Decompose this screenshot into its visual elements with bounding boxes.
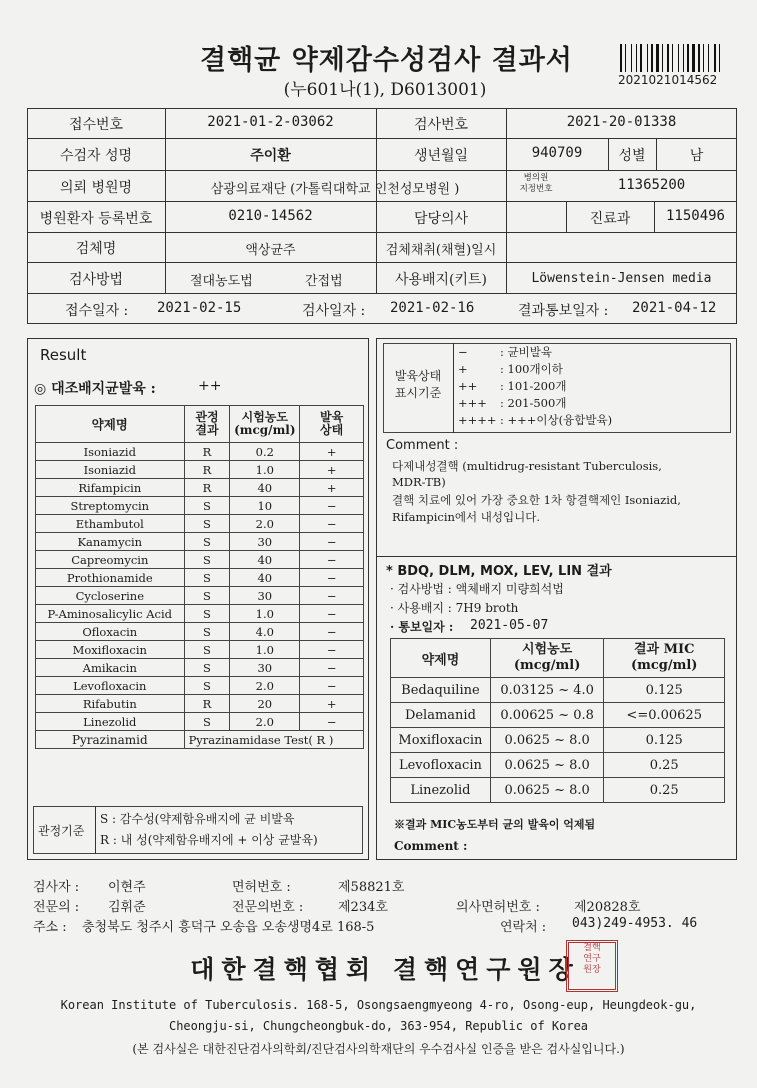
specialist-label: 전문의 :: [33, 900, 80, 915]
criteria-label: 관정기준: [38, 824, 85, 838]
judge-result: R: [184, 479, 230, 497]
growth-status: −: [300, 551, 364, 569]
medium-value: Löwenstein-Jensen media: [531, 271, 712, 286]
mic-value: 0.25: [604, 778, 725, 803]
drug-name: Ofloxacin: [36, 623, 185, 641]
test-conc: 40: [230, 551, 300, 569]
mic-drug-name: Linezolid: [391, 778, 491, 803]
mic-drug-name: Delamanid: [391, 703, 491, 728]
license-label: 면허번호 :: [232, 880, 291, 895]
table-row: [36, 641, 364, 659]
legend-symbol: ++: [458, 379, 478, 393]
hospital-label: 의뢰 병원명: [59, 180, 133, 196]
doc-license-label: 의사면허번호 :: [456, 900, 540, 915]
legend-item: [458, 361, 728, 378]
patient-name: 주이환: [250, 148, 291, 164]
judge-result: S: [184, 605, 230, 623]
growth-legend-items: [458, 344, 728, 429]
sex-value: 남: [689, 148, 704, 164]
table-row: [391, 728, 725, 753]
doc-license-no: 제20828호: [574, 900, 641, 915]
test-conc: 30: [230, 659, 300, 677]
legend-item: [458, 412, 728, 429]
test-conc: 40: [230, 569, 300, 587]
table-row: [36, 569, 364, 587]
reg-no: 0210-14562: [228, 208, 313, 224]
drug-name: Ethambutol: [36, 515, 185, 533]
patient-name-label: 수검자 성명: [59, 148, 133, 164]
judge-result: S: [184, 659, 230, 677]
address: 충청북도 청주시 흥덕구 오송읍 오송생명4로 168-5: [82, 920, 375, 935]
table-row: [391, 703, 725, 728]
medium-label: 사용배지(키트): [394, 272, 488, 288]
contact-label: 연락처 :: [500, 920, 547, 935]
test-conc: 2.0: [230, 677, 300, 695]
certification-note: (본 검사실은 대한진단검사의학회/진단검사의학재단의 우수검사실 인증을 받은 검사실입니다.): [132, 1042, 625, 1056]
test-conc: 40: [230, 479, 300, 497]
criteria-s: S : 감수성(약제함유배지에 균 비발육: [100, 812, 295, 826]
collect-label: 검체채취(채혈)일시: [385, 243, 497, 258]
specimen-label: 검체명: [75, 241, 117, 257]
legend-item: [458, 395, 728, 412]
mic-drug-name: Bedaquiline: [391, 678, 491, 703]
result-heading: Result: [40, 346, 87, 364]
table-row: [391, 678, 725, 703]
comment-line: 다제내성결핵 (multidrug-resistant Tuberculosis,: [392, 459, 662, 473]
test-conc: 10: [230, 497, 300, 515]
drug-name: Rifampicin: [36, 479, 185, 497]
mic-table: [390, 638, 725, 803]
method-label: 검사방법: [68, 272, 124, 288]
table-row: [36, 533, 364, 551]
comment-label: Comment :: [386, 438, 459, 453]
table-row: [36, 605, 364, 623]
judge-result: S: [184, 551, 230, 569]
table-row: [36, 713, 364, 731]
doctor-label: 담당의사: [413, 211, 469, 227]
test-conc: 20: [230, 695, 300, 713]
growth-status: −: [300, 533, 364, 551]
legend-symbol: ++++: [458, 413, 497, 427]
comment-line: 결핵 치료에 있어 가장 중요한 1차 항결핵제인 Isoniazid,: [392, 493, 681, 507]
test-date-label: 검사일자 :: [302, 303, 366, 319]
recv-date-label: 접수일자 :: [65, 303, 129, 319]
legend-desc: : 101-200개: [500, 379, 567, 393]
contact: 043)249-4953. 46: [572, 916, 698, 931]
drug-name: Isoniazid: [36, 443, 185, 461]
specialist-name: 김휘준: [108, 900, 146, 915]
legend-desc: : 201-500개: [500, 396, 567, 410]
growth-status: −: [300, 659, 364, 677]
col-conc: 시험농도 (mcg/ml): [230, 406, 300, 443]
growth-status: −: [300, 713, 364, 731]
test-conc: 1.0: [230, 605, 300, 623]
legend-symbol: +: [458, 362, 468, 376]
drug-name: Prothionamide: [36, 569, 185, 587]
drug-susceptibility-table: [35, 405, 364, 749]
drug-name: Linezolid: [36, 713, 185, 731]
hospital-code: 11365200: [617, 177, 686, 193]
examiner-name: 이현주: [108, 880, 146, 895]
barcode: [620, 44, 728, 72]
col-judge: 관정 결과: [184, 406, 230, 443]
license-no: 제58821호: [338, 880, 405, 895]
test-conc: 4.0: [230, 623, 300, 641]
growth-status: −: [300, 515, 364, 533]
hospital-name: 삼광의료재단 (가톨릭대학교 인천성모병원 ): [210, 182, 460, 197]
birth-label: 생년월일: [413, 148, 469, 164]
drug-name: Amikacin: [36, 659, 185, 677]
drug-name: Moxifloxacin: [36, 641, 185, 659]
growth-status: +: [300, 695, 364, 713]
drug-name: P-Aminosalicylic Acid: [36, 605, 185, 623]
mic-notice-date: 2021-05-07: [470, 618, 549, 633]
test-conc: 2.0: [230, 515, 300, 533]
table-row: [36, 677, 364, 695]
drug-name: Kanamycin: [36, 533, 185, 551]
english-address-1: Korean Institute of Tuberculosis. 168-5, Osongsaengmyeong 4-ro, Osong-eup, Heungdeok-gu,: [60, 998, 697, 1012]
judge-result: S: [184, 641, 230, 659]
table-row: [36, 497, 364, 515]
table-row: [36, 659, 364, 677]
spec-license-no: 제234호: [338, 900, 388, 915]
mic-col-result: 결과 MIC (mcg/ml): [604, 639, 725, 678]
test-date: 2021-02-16: [390, 300, 475, 316]
mic-value: <=0.00625: [604, 703, 725, 728]
legend-desc: : 균비발육: [500, 345, 552, 359]
growth-status: +: [300, 461, 364, 479]
birth-date: 940709: [531, 145, 583, 161]
judge-result: R: [184, 695, 230, 713]
judge-result: R: [184, 461, 230, 479]
legend-item: [458, 378, 728, 395]
examiner-label: 검사자 :: [33, 880, 80, 895]
receipt-no: 2021-01-2-03062: [207, 114, 334, 130]
table-row: [391, 778, 725, 803]
judge-result: S: [184, 533, 230, 551]
pza-result: Pyrazinamidase Test( R ): [184, 731, 363, 749]
dept-value: 1150496: [665, 208, 725, 224]
growth-status: −: [300, 605, 364, 623]
test-conc: 30: [230, 533, 300, 551]
judge-result: S: [184, 515, 230, 533]
judge-result: R: [184, 443, 230, 461]
growth-status: +: [300, 479, 364, 497]
org-name: 대한결핵협회 결핵연구원장: [190, 955, 580, 984]
mic-col-drug: 약제명: [391, 639, 491, 678]
hospital-code-label: 병의원 지정번호: [519, 173, 553, 194]
mic-value: 0.125: [604, 678, 725, 703]
test-no-label: 검사번호: [413, 117, 469, 133]
growth-status: −: [300, 569, 364, 587]
test-conc: 1.0: [230, 461, 300, 479]
mic-range: 0.03125 ~ 4.0: [490, 678, 604, 703]
test-conc: 2.0: [230, 713, 300, 731]
mic-drug-name: Moxifloxacin: [391, 728, 491, 753]
mic-heading: * BDQ, DLM, MOX, LEV, LIN 결과: [386, 564, 612, 579]
col-growth: 발육 상태: [300, 406, 364, 443]
table-row: [391, 753, 725, 778]
mic-notice-label: · 통보일자 :: [390, 620, 454, 634]
spec-license-label: 전문의번호 :: [232, 900, 304, 915]
page-title: 결핵균 약제감수성검사 결과서: [200, 45, 573, 76]
table-row: [36, 461, 364, 479]
drug-name: Isoniazid: [36, 461, 185, 479]
table-row: [36, 587, 364, 605]
drug-name: Streptomycin: [36, 497, 185, 515]
mic-range: 0.0625 ~ 8.0: [490, 753, 604, 778]
drug-name: Capreomycin: [36, 551, 185, 569]
criteria-r: R : 내 성(약제함유배지에 + 이상 균발육): [100, 833, 318, 847]
comment-line: MDR-TB): [392, 475, 446, 489]
method-absolute: 절대농도법: [190, 274, 253, 289]
test-conc: 1.0: [230, 641, 300, 659]
report-date-label: 결과통보일자 :: [518, 303, 609, 319]
drug-name: Cycloserine: [36, 587, 185, 605]
judge-result: S: [184, 713, 230, 731]
mic-value: 0.25: [604, 753, 725, 778]
table-row: [36, 479, 364, 497]
mic-drug-name: Levofloxacin: [391, 753, 491, 778]
test-conc: 0.2: [230, 443, 300, 461]
english-address-2: Cheongju-si, Chungcheongbuk-do, 363-954, Republic of Korea: [168, 1019, 589, 1033]
mic-footnote: ※결과 MIC농도부터 균의 발육이 억제됨: [394, 818, 596, 831]
col-drug: 약제명: [36, 406, 185, 443]
mic-method: · 검사방법 : 액체배지 미량희석법: [390, 582, 564, 596]
judge-result: S: [184, 623, 230, 641]
table-row: [36, 551, 364, 569]
specimen-value: 액상균주: [245, 243, 296, 258]
legend-desc: : 100개이하: [500, 362, 563, 376]
method-indirect: 간접법: [305, 274, 343, 289]
growth-status: −: [300, 587, 364, 605]
growth-status: −: [300, 677, 364, 695]
mic-medium: · 사용배지 : 7H9 broth: [390, 601, 519, 615]
test-conc: 30: [230, 587, 300, 605]
mic-range: 0.00625 ~ 0.8: [490, 703, 604, 728]
dept-label: 진료과: [589, 211, 631, 227]
table-row: [36, 623, 364, 641]
growth-status: −: [300, 623, 364, 641]
growth-status: +: [300, 443, 364, 461]
legend-desc: : +++이상(융합발육): [500, 413, 613, 427]
mic-comment-label: Comment :: [394, 839, 468, 853]
mic-range: 0.0625 ~ 8.0: [490, 778, 604, 803]
judge-result: S: [184, 587, 230, 605]
sex-label: 성별: [618, 148, 646, 164]
legend-item: [458, 344, 728, 361]
reg-no-label: 병원환자 등록번호: [39, 211, 153, 227]
page-subtitle: (누601나(1), D6013001): [283, 80, 487, 100]
report-date: 2021-04-12: [632, 300, 717, 316]
comment-text: [392, 458, 732, 526]
pza-drug: Pyrazinamid: [36, 731, 185, 749]
mic-range: 0.0625 ~ 8.0: [490, 728, 604, 753]
judge-result: S: [184, 677, 230, 695]
legend-symbol: −: [458, 345, 468, 359]
judge-result: S: [184, 569, 230, 587]
drug-name: Levofloxacin: [36, 677, 185, 695]
control-growth-value: ++: [198, 378, 222, 394]
drug-name: Rifabutin: [36, 695, 185, 713]
test-no: 2021-20-01338: [566, 114, 677, 130]
judge-result: S: [184, 497, 230, 515]
recv-date: 2021-02-15: [157, 300, 242, 316]
control-growth-label: ◎ 대조배지균발육 :: [34, 381, 156, 397]
mic-col-conc: 시험농도 (mcg/ml): [490, 639, 604, 678]
table-row: [36, 695, 364, 713]
comment-line: Rifampicin에서 내성입니다.: [392, 510, 540, 524]
growth-status: −: [300, 641, 364, 659]
address-label: 주소 :: [33, 920, 67, 935]
receipt-no-label: 접수번호: [68, 117, 124, 133]
official-seal-stamp: 결핵 연구 원장: [566, 940, 618, 992]
table-row: [36, 443, 364, 461]
growth-legend-label: 발육상태 표시기준: [394, 369, 442, 400]
growth-status: −: [300, 497, 364, 515]
table-row: [36, 515, 364, 533]
legend-symbol: +++: [458, 396, 487, 410]
mic-value: 0.125: [604, 728, 725, 753]
barcode-number: 2021021014562: [618, 73, 718, 87]
